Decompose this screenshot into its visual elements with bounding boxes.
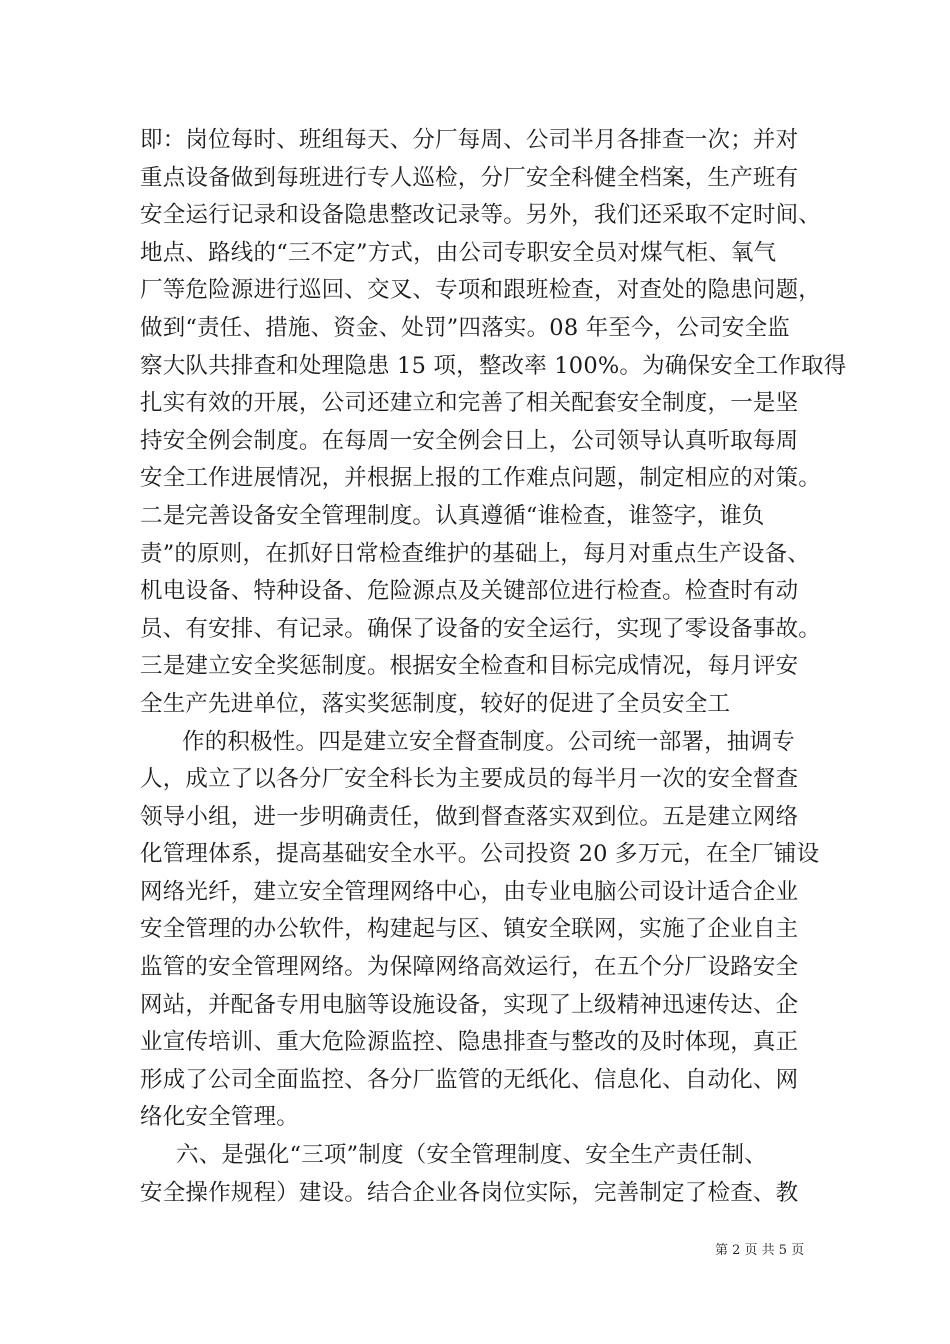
text-line: 作的积极性。四是建立安全督查制度。公司统一部署，抽调专: [182, 728, 795, 755]
text-line: 机电设备、特种设备、危险源点及关键部位进行检查。检查时有动: [140, 578, 799, 605]
text-line: 化管理体系，提高基础安全水平。公司投资 20 多万元，在全厂铺设: [140, 841, 820, 868]
text-line: 持安全例会制度。在每周一安全例会日上，公司领导认真听取每周: [140, 427, 799, 454]
text-line: 监管的安全管理网络。为保障网络高效运行，在五个分厂设路安全: [140, 954, 799, 981]
text-line: 业宣传培训、重大危险源监控、隐患排查与整改的及时体现，真正: [140, 1029, 799, 1056]
text-line: 安全管理的办公软件，构建起与区、镇安全联网，实施了企业自主: [140, 916, 799, 943]
text-line: 重点设备做到每班进行专人巡检，分厂安全科健全档案，生产班有: [140, 164, 799, 191]
page-number: 第 2 页 共 5 页: [715, 1243, 805, 1258]
text-line: 形成了公司全面监控、各分厂监管的无纸化、信息化、自动化、网: [140, 1066, 799, 1093]
text-line: 员、有安排、有记录。确保了设备的安全运行，实现了零设备事故。: [140, 615, 822, 642]
text-line: 即：岗位每时、班组每天、分厂每周、公司半月各排查一次；并对: [140, 127, 799, 153]
text-line: 安全操作规程）建设。结合企业各岗位实际，完善制定了检查、教: [140, 1179, 799, 1206]
body-text: [140, 122, 847, 1212]
text-line: 责”的原则，在抓好日常检查维护的基础上，每月对重点生产设备、: [140, 540, 811, 567]
text-line: 三是建立安全奖惩制度。根据安全检查和目标完成情况，每月评安: [140, 653, 799, 680]
text-line: 领导小组，进一步明确责任，做到督查落实双到位。五是建立网络: [140, 803, 799, 830]
text-line: 扎实有效的开展，公司还建立和完善了相关配套安全制度，一是坚: [140, 390, 799, 417]
text-line: 安全工作进展情况，并根据上报的工作难点问题，制定相应的对策。: [140, 465, 822, 492]
text-line: 全生产先进单位，落实奖惩制度，较好的促进了全员安全工: [140, 690, 731, 717]
text-line: 络化安全管理。: [140, 1104, 299, 1131]
text-line: 网站，并配备专用电脑等设施设备，实现了上级精神迅速传达、企: [140, 991, 799, 1018]
text-line: 地点、路线的“三不定”方式，由公司专职安全员对煤气柜、氧气: [140, 239, 777, 266]
text-line: 厂等危险源进行巡回、交叉、专项和跟班检查，对查处的隐患问题，: [140, 277, 822, 304]
text-line: 二是完善设备安全管理制度。认真遵循“谁检查，谁签字，谁负: [140, 502, 765, 529]
text-line: 安全运行记录和设备隐患整改记录等。另外，我们还采取不定时间、: [140, 202, 822, 229]
text-line: 六、是强化“三项”制度（安全管理制度、安全生产责任制、: [176, 1142, 767, 1169]
text-line: 做到“责任、措施、资金、处罚”四落实。08 年至今，公司安全监: [140, 314, 790, 341]
text-line: 网络光纤，建立安全管理网络中心，由专业电脑公司设计适合企业: [140, 878, 799, 905]
text-line: 察大队共排查和处理隐患 15 项，整改率 100%。为确保安全工作取得: [140, 352, 847, 379]
text-line: 人，成立了以各分厂安全科长为主要成员的每半月一次的安全督查: [140, 766, 799, 793]
